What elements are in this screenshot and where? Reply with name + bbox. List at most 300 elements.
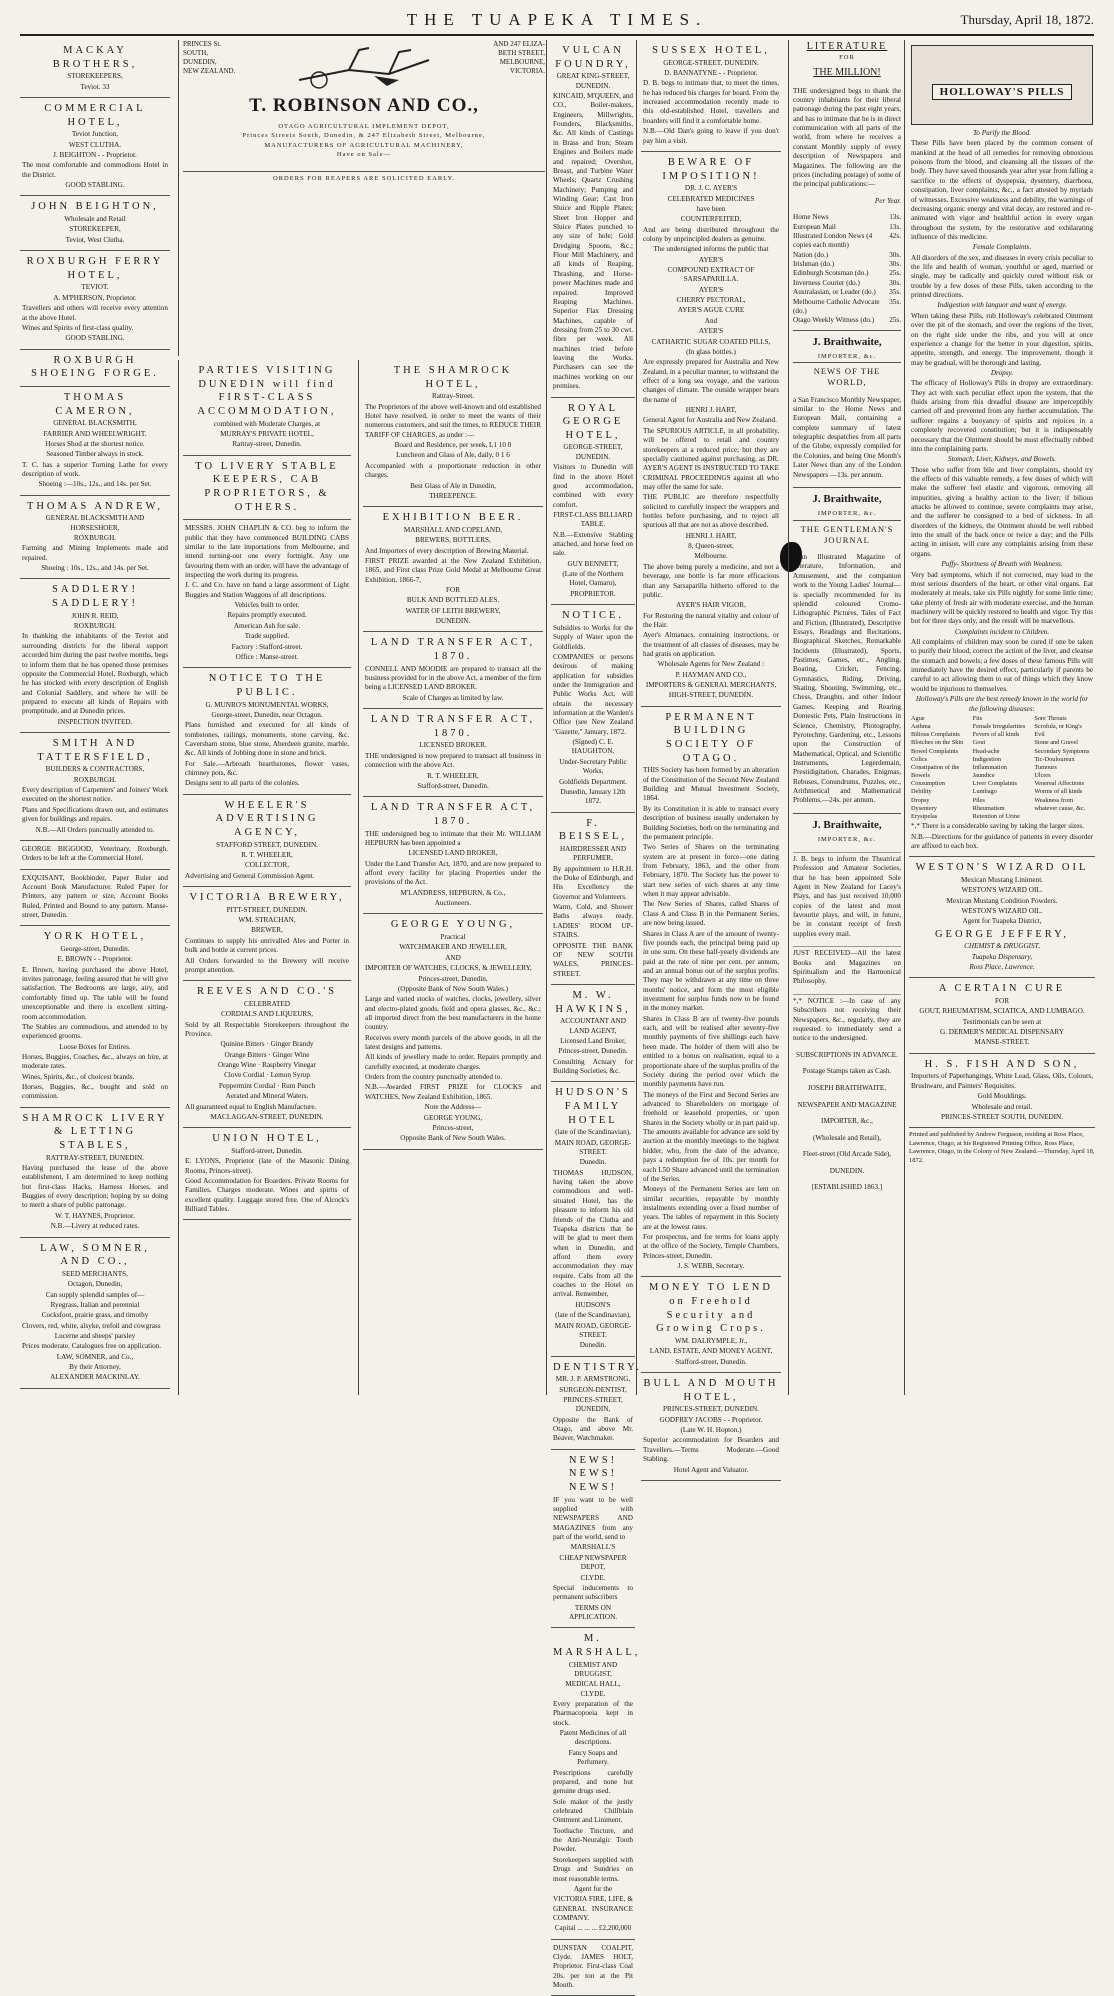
holloway-pills-label: HOLLOWAY'S PILLS: [932, 84, 1072, 100]
certain-cure-advert: [909, 978, 1095, 1053]
advert-block: [363, 709, 543, 797]
disease-list: [911, 715, 1093, 821]
advert-line: All kinds of jewellery made to order. Repairs promptly and carefully executed, at moderate charges.: [365, 1053, 541, 1071]
disease-item: Piles: [972, 796, 985, 804]
advert-block: [20, 251, 170, 349]
holloway-text: The efficacy of Holloway's Pills in dropsy are extraordinary. They act with such peculiar effect upon the system, that the fluids arising from this dreadful disease are imperceptibly carried off and prevented from any further accumulation. The sufferer regains a buoyancy of spirits and rejoices in a completely recovered constitution; but it is indispensably necessary that the Ointment should be most effectually rubbed into the complaining parts.: [911, 379, 1093, 453]
advert-line: Subsidies to Works for the Supply of Water upon the Goldfields.: [553, 623, 633, 651]
holloway-advert: [909, 40, 1095, 857]
price-row: [793, 213, 901, 222]
advert-line: PROPRIETOR.: [570, 589, 616, 598]
advert-line: GEORGE BIGGOOD, Veterinary, Roxburgh. Orders to be left at the Commercial Hotel.: [22, 844, 168, 863]
advert-line: ALEXANDER MACKINLAY.: [50, 1373, 140, 1382]
disease-item: Sore Throats: [1034, 714, 1067, 722]
advert-line: CHEAP NEWSPAPER DEPOT,: [559, 1553, 627, 1572]
column-1: [20, 40, 170, 1395]
advert-line: WATER OF LEITH BREWERY,: [405, 606, 501, 615]
imprint: Printed and published by Andrew Ferguson, residing at Ross Place, Lawrence, Otago, at his Registered Printing Office, Ross Place, Lawrence, Otago, in the Colony of New Zealand.—Thursday, April 18, 1872.: [909, 1131, 1095, 1164]
advert-line: Designs sent to all parts of the colonies.: [185, 779, 300, 788]
advert-line: WM. DALRYMPLE, Jr.,: [674, 1337, 748, 1346]
advert-heading: PARTIES VISITING DUNEDIN will find FIRST-CLASS ACCOMMODATION,: [197, 365, 337, 417]
advert-line: PITT-STREET, DUNEDIN.: [226, 905, 308, 914]
advert-block: [20, 1108, 170, 1238]
literature-note: J. B. begs to inform the Theatrical Profession and Amateur Societies, that he has been appointed Sole Agent in New Zealand for Lacey's Plays, and has just received 10,000 copies of the latest and most favourite plays, and will, in future, be in constant receipt of fresh supplies every mail.: [793, 852, 901, 939]
holloway-text: *,* There is a considerable saving by taking the larger sizes.: [911, 822, 1084, 831]
advert-line: For Restoring the natural vitality and colour of the Hair.: [643, 611, 779, 629]
advert-line: For prospectus, and for terms for loans apply at the office of the Society, Temple Chambers, Princes-street, Dunedin.: [643, 1233, 779, 1260]
advert-line: Dunedin.: [579, 1158, 607, 1167]
advert-heading: THE SHAMROCK HOTEL,: [393, 365, 513, 390]
fish-line: Gold Mouldings.: [977, 1092, 1027, 1101]
advert-block: [20, 926, 170, 1107]
advert-line: Horses, Buggies, &c., bought and sold on commission.: [22, 1083, 168, 1101]
advert-line: Note the Address—: [424, 1103, 482, 1112]
advert-line: T. C. has a superior Turning Lathe for every description of work.: [22, 460, 168, 478]
advert-block: [20, 350, 170, 387]
advert-line: COMPANIES or persons desirous of making application for subsidies under the Immigration and Public Works Act, will obtain the necessary information at the Warden's Office (see New Zealand "Gazette," January, 1872.: [553, 652, 633, 736]
advert-line: Good Accommodation for Boarders. Private Rooms for Families. Charges moderate. Wines and spirits of excellent quality. Luggage stored free. One of Alcock's Billiard Tables.: [185, 1176, 349, 1214]
price-row: [793, 251, 901, 260]
advert-line: STOREKEEPER,: [69, 225, 121, 234]
advert-line: ROXBURGH.: [73, 534, 117, 543]
advert-heading: ROYAL GEORGE HOTEL,: [562, 402, 624, 441]
advert-line: GENERAL BLACKSMITH AND HORSESHOER,: [45, 514, 145, 532]
column-4: [546, 40, 643, 1990]
advert-block: [183, 360, 351, 456]
holloway-text: Stomach, Liver, Kidneys, and Bowels.: [947, 455, 1057, 464]
advert-line: M'LANDRESS, HEPBURN, & Co.,: [400, 888, 506, 897]
disease-item: Dysentery: [911, 804, 937, 812]
advert-line: Clove Cordial · Lemon Syrup: [224, 1071, 310, 1080]
disease-item: Ulcers: [1034, 772, 1051, 780]
advert-line: And are being distributed throughout the colony by unprincipled dealers as genuine.: [643, 225, 779, 243]
weston-line: CHEMIST & DRUGGIST,: [964, 942, 1040, 951]
literature-title: LITERATURE: [806, 41, 888, 52]
cure-line: G. DERMER'S MEDICAL DISPENSARY: [939, 1028, 1065, 1037]
fish-line: PRINCES-STREET SOUTH, DUNEDIN.: [940, 1112, 1064, 1121]
weston-line: Ross Place, Lawrence.: [969, 963, 1035, 972]
advert-block: [363, 797, 543, 914]
advert-line: Scale of Charges as limited by law.: [402, 693, 504, 702]
price-title: Irishman (do.): [793, 260, 835, 269]
advert-heading: TO LIVERY STABLE KEEPERS, CAB PROPRIETORS, & OTHERS.: [195, 460, 339, 513]
advert-line: AND: [445, 953, 461, 962]
advert-heading: F. BEISSEL,: [558, 817, 628, 843]
advert-line: LICENSED BROKER.: [419, 741, 487, 750]
news-of-world-heading: NEWS OF THE WORLD,: [793, 362, 901, 388]
advert-line: FOR: [446, 586, 460, 595]
advert-line: Sole maker of the justly celebrated Chillblain Ointment and Liniment.: [553, 1797, 633, 1825]
advert-block: [641, 152, 781, 707]
advert-line: Every preparation of the Pharmacopoeia kept in stock.: [553, 1700, 633, 1727]
price-value: 25s.: [889, 269, 901, 278]
advert-line: Sold by all Respectable Storekeepers throughout the Province.: [185, 1020, 349, 1038]
advert-block: [363, 914, 543, 1149]
advert-line: MAIN ROAD, GEORGE-STREET.: [554, 1138, 632, 1157]
advert-line: The Proprietors of the above well-known and old established Hotel have resolved, in order to meet the wants of their numerous customers, and suit the times, to REDUCE THEIR TARIFF OF CHARGES, as under :—: [365, 402, 541, 439]
holloway-text: Complaints incident to Children.: [954, 627, 1050, 636]
advert-line: D. BANNATYNE - - Proprietor.: [664, 69, 758, 77]
robinson-title: T. ROBINSON AND CO.,: [249, 95, 479, 116]
price-row: [793, 232, 901, 251]
advert-line: N.B.—Old Dan's going to leave if you don't pay him a visit.: [643, 127, 779, 145]
advert-block: [551, 1628, 641, 1939]
advert-line: FIRST-CLASS BILLIARD TABLE.: [553, 510, 633, 529]
advert-line: HENRI J. HART,: [685, 406, 737, 415]
advert-line: (late of the Scandinavian),: [555, 1311, 631, 1320]
disease-item: Secondary Symptoms: [1034, 747, 1090, 755]
advert-heading: PERMANENT BUILDING SOCIETY OF OTAGO.: [665, 711, 757, 764]
holloway-text: N.B.—Directions for the guidance of patients in every disorder are affixed to each box.: [911, 832, 1093, 850]
advert-line: Wholesale and Retail: [64, 215, 126, 224]
price-value: 35s.: [889, 297, 901, 306]
disease-item: Liver Complaints: [972, 780, 1017, 788]
advert-line: Aerated and Mineral Waters.: [225, 1092, 309, 1101]
advert-line: J. S. WEBB, Secretary.: [677, 1262, 745, 1271]
weston-line: Mexican Mustang Condition Powders.: [946, 896, 1058, 905]
advert-line: Opposite Bank of New South Wales.: [400, 1134, 506, 1143]
cure-line: FOR: [995, 997, 1009, 1006]
advert-line: PRINCES-STREET, DUNEDIN,: [563, 1395, 623, 1414]
braithwaite-name: J. Braithwaite,: [793, 487, 901, 506]
advert-line: VICTORIA FIRE, LIFE, & GENERAL INSURANCE COMPANY.: [553, 1895, 633, 1922]
advert-line: Shoeing : 10s., 12s., and 14s. per Set.: [41, 564, 149, 573]
advert-line: GODFREY JACOBS - - Proprietor.: [659, 1415, 763, 1424]
advert-line: FARRIER AND WHEELWRIGHT.: [43, 429, 147, 438]
advert-line: D. B. begs to intimate that, to meet the times, he has reduced his charges for board. From the increased accommodation recently made to this old-established Hotel, travellers and boarders will find it a comfortable home.: [643, 79, 779, 125]
advert-line: Rattray-street, Dunedin.: [232, 440, 302, 449]
advert-block: [641, 707, 781, 1278]
disease-item: Bowel Complaints: [911, 747, 959, 755]
advert-line: Licensed Land Broker,: [560, 1036, 626, 1045]
advert-line: BULK AND BOTTLED ALES.: [406, 596, 500, 605]
advert-line: AYER'S HAIR VIGOR,: [676, 601, 746, 610]
advert-heading: SUSSEX HOTEL,: [652, 45, 770, 56]
advert-line: STOREKEEPERS,: [67, 72, 123, 81]
weston-line: Tuapeka Dispensary,: [971, 952, 1033, 961]
advert-line: Repairs promptly executed.: [227, 611, 307, 620]
disease-item: Tic-Douloureux: [1034, 755, 1075, 763]
addr-line: SOUTH,: [183, 49, 209, 58]
advert-line: P. HAYMAN AND CO.,: [675, 670, 747, 679]
price-title: Edinburgh Scotsman (do.): [793, 269, 869, 278]
advert-block: [20, 387, 170, 496]
advert-block: [551, 1450, 635, 1629]
advert-line: Under the Land Transfer Act, 1870, and are now prepared to afford every facility for placing Properties under the provisions of the Act.: [365, 859, 541, 887]
advert-heading: SHAMROCK LIVERY & LETTING STABLES,: [22, 1112, 168, 1152]
holloway-text: Those who suffer from bile and liver complaints, should try the effects of this valuable remedy, a few doses of which will make the sufferer feel elastic and vigorous, removing all impurities, giving a healthy action to the liver; if bilious attacks be allowed to continue, severe complaints may arise, and the sufferer be consigned to a bed of sickness. In all disorders of the kidneys, the Ointment should be well rubbed into the small of the back once or twice a day; and the Pills acting in unison, will cure any complaints arising from these organs.: [911, 465, 1093, 558]
advert-line: IMPORTER OF WATCHES, CLOCKS, & JEWELLERY,: [365, 964, 532, 973]
advert-heading: THOMAS CAMERON,: [55, 391, 135, 417]
advert-heading: EXHIBITION BEER.: [382, 512, 524, 524]
advert-line: THE undersigned is now prepared to transact all business in connection with the above Act.: [365, 751, 541, 770]
advert-block: [183, 1128, 351, 1220]
holloway-illustration: [911, 45, 1093, 125]
advert-heading: M. MARSHALL,: [553, 1633, 641, 1658]
advert-line: DR. J. C. AYER'S: [684, 184, 738, 193]
advert-line: The above being purely a medicine, and not a beverage, one bottle is far more efficacious than any Sarsaparilla hitherto offered to the public.: [643, 562, 779, 599]
literature-footer: Postage Stamps taken as Cash.: [802, 1067, 892, 1076]
holloway-text: These Pills have been placed by the common consent of mankind at the head of all remedies for removing obnoxious poisons from the blood, and cleansing all the tissues of the body. They have saved thousands year after year from falling a sacrifice to the effects of dyspepsia, dysentery, diarrhoea, constipation, liver complaints, &c., a fact attested by myriads of witnesses. Excessive weakness and debility, the warnings of decreasing organic energy and vital decay, are restored and re-animated with vigor and healthful action in every organ throughout the system, by the restorative and exhilarating influence of this medicine.: [911, 139, 1093, 241]
advert-line: COMPOUND EXTRACT OF SARSAPARILLA.: [667, 266, 755, 284]
price-row: [793, 279, 901, 288]
addr-line: BETH STREET,: [498, 49, 545, 58]
advert-line: N.B.—Extensive Stabling attached, and horse feed on sale.: [553, 530, 633, 558]
advert-line: 8, Queen-street,: [688, 542, 734, 551]
advert-heading: DENTISTRY.: [553, 1361, 643, 1373]
advert-line: MEDICAL HALL, CLYDE.: [565, 1680, 621, 1698]
advert-line: Prices moderate. Catalogues free on application.: [22, 1342, 162, 1351]
advert-line: Princes-street, Dunedin,: [418, 974, 488, 983]
advert-block: [20, 40, 170, 98]
advert-line: Prescriptions carefully prepared, and none but genuine drugs used.: [553, 1768, 633, 1796]
disease-item: Retention of Urine: [972, 812, 1020, 820]
robinson-sub: Princes Streets South, Dunedin, & 247 Elizabeth Street, Melbourne,: [242, 132, 486, 140]
advert-line: Peppermint Cordial · Rum Punch: [218, 1081, 316, 1090]
advert-line: Dunedin, January 12th 1872.: [560, 787, 626, 806]
advert-heading: BEWARE OF IMPOSITION!: [662, 156, 760, 182]
advert-line: AYER'S: [698, 285, 724, 294]
advert-line: The undersigned informs the public that: [653, 245, 769, 254]
advert-line: CATHARTIC SUGAR COATED PILLS,: [651, 337, 771, 346]
issue-date: Thursday, April 18, 1872.: [960, 12, 1094, 27]
advert-block: [551, 40, 635, 398]
advert-line: By its Constitution it is able to transact every description of business usually undertaken by Building Societies, both on the terminating and the permanent principle.: [643, 804, 779, 841]
advert-line: ROXBURGH.: [73, 622, 117, 631]
price-title: Otago Weekly Witness (do.): [793, 316, 875, 325]
disease-item: Head-ache: [972, 747, 1000, 755]
cure-line: MANSE-STREET.: [974, 1038, 1030, 1047]
advert-line: Capital ... ... ... £2,200,000: [554, 1924, 632, 1933]
advert-heading: LAND TRANSFER ACT, 1870.: [370, 637, 536, 663]
advert-line: Office : Manse-street.: [235, 652, 299, 661]
advert-line: Are expressly prepared for Australia and New Zealand, in a peculiar manner, to withstand the effect of a long sea voyage, and the various changes of climate. The outside wrapper bears the name of: [643, 358, 779, 404]
disease-item: Venereal Affections: [1034, 780, 1085, 788]
advert-line: Advertising and General Commission Agent.: [185, 871, 315, 880]
advert-line: combined with Moderate Charges, at: [213, 419, 321, 428]
advert-heading: NOTICE TO THE PUBLIC.: [208, 673, 326, 698]
advert-line: Warm, Cold, and Shower Baths always ready. LADIES' ROOM UP-STAIRS.: [553, 903, 633, 940]
disease-item: Jaundice: [972, 772, 995, 780]
advert-line: George-street, Dunedin, near Octagon.: [211, 710, 323, 719]
price-value: 30s.: [889, 250, 901, 259]
price-row: [793, 269, 901, 278]
disease-item: Blotches on the Skin: [911, 739, 964, 747]
advert-line: COLLECTOR,: [245, 861, 289, 870]
cure-line: Testimonials can be seen at: [962, 1017, 1042, 1026]
price-title: Melbourne Catholic Advocate (do.): [793, 297, 880, 315]
advert-block: [641, 40, 781, 152]
advert-line: FIRST PRIZE awarded at the New Zealand Exhibition, 1865, and First class Prize Gold Medal at Melbourne Great Exhibition, 1866-7,: [365, 556, 541, 584]
advert-line: Accompanied with a proportionate reduction in other charges.: [365, 461, 541, 480]
advert-line: MR. J. P. ARMSTRONG,: [555, 1375, 631, 1384]
advert-block: [551, 398, 635, 606]
advert-line: Continues to supply his unrivalled Ales and Porter in bulk and bottle at current prices.: [185, 936, 349, 955]
advert-line: Agent for the: [573, 1884, 613, 1893]
advert-heading: LAW, SOMNER, AND CO.,: [40, 1242, 150, 1268]
advert-line: Loose Boxes for Entires.: [59, 1042, 131, 1051]
advert-line: And Importers of every description of Brewing Material.: [365, 546, 529, 555]
advert-block: [20, 496, 170, 580]
advert-line: R. T. WHEELER,: [241, 851, 293, 860]
advert-line: Receives every month parcels of the above goods, in all the latest designs and patterns.: [365, 1033, 541, 1052]
advert-block: [363, 360, 543, 507]
disease-item: Erysipelas: [911, 812, 938, 820]
advert-line: Princes-street, Dunedin.: [558, 1047, 628, 1056]
advert-line: Consulting Actuary for Building Societies, &c.: [553, 1057, 633, 1076]
column-2: [178, 360, 351, 1395]
literature-footer: Fleet-street (Old Arcade Side),: [802, 1150, 892, 1159]
million-heading: THE MILLION!: [813, 67, 881, 79]
disease-item: Dropsy: [911, 796, 930, 804]
advert-line: AYER'S: [698, 327, 724, 336]
literature-note: *,* NOTICE :—In case of any Subscribers not receiving their Newspapers, &c., regularly, they are requested to immediately send a notice to the undersigned.: [793, 994, 901, 1044]
advert-block: [20, 579, 170, 733]
advert-line: Wines, Spirits, &c., of choicest brands.: [22, 1072, 135, 1081]
advert-line: KINCAID, M'QUEEN, and CO., Boiler-makers, Engineers, Millwrights, Founders, Blacksmiths, &c. All kinds of Castings in Brass and Iron; Steam Engines and Boilers made and repaired; Overshot, Breast, and Turbine Water Wheels; Quartz Crushing Machinery; Pumping and Winding Gear; Cast Iron Sluice and Ripple Plates; Sheet Iron Hopper and Sluice Plates punched to any size of hole; Gold Dredging Spoons, &c.; Flour Mill Machinery, and all kinds of Reaping, Thrashing, and Horse-power Machines made and repaired. Improved Reaping Machines. Superior Flax Dressing Machines, capable of dressing from 25 to 30 cwt. fibre per week. All machines tried before leaving the Works. Purchasers can see the machines working on our premises.: [553, 92, 633, 391]
advert-line: TERMS ON APPLICATION.: [568, 1603, 618, 1621]
advert-line: N.B.—Awarded FIRST PRIZE for CLOCKS and WATCHES, New Zealand Exhibition, 1865.: [365, 1083, 541, 1101]
advert-line: IMPORTERS & GENERAL MERCHANTS,: [645, 681, 777, 690]
advert-line: DUNEDIN.: [435, 617, 471, 626]
advert-line: EXQUISANT, Bookbinder, Paper Ruler and Account Book Manufacturer. Ruled Paper for Printers, any pattern or size, Account Books Ruled, Printed and Bound to any pattern. Manse-street, Dunedin.: [22, 873, 168, 920]
advert-line: Stafford-street, Dunedin.: [231, 1146, 303, 1155]
literature-note: JUST RECEIVED—All the latest Books and Magazines on Spiritualism and the Harmonical Philosophy.: [793, 946, 901, 986]
advert-heading: VICTORIA BREWERY,: [189, 892, 345, 904]
weston-heading: WESTON'S WIZARD OIL: [915, 862, 1089, 874]
advert-line: MARSHALL AND COPELAND,: [403, 525, 503, 534]
advert-line: THE undersigned beg to intimate that their Mr. WILLIAM HEPBURN has been appointed a: [365, 829, 541, 847]
advert-block: [551, 1940, 635, 1996]
advert-heading: ROXBURGH SHOEING FORGE.: [31, 354, 159, 380]
advert-heading: HUDSON'S FAMILY HOTEL: [555, 1087, 631, 1126]
advert-heading: GEORGE YOUNG,: [390, 919, 516, 931]
robinson-sub: Have on Sale—: [336, 151, 392, 158]
advert-line: Plans furnished and executed for all kinds of tombstones, railings, monuments, stone carving, &c. Caversham stone, blue stone, Aberdeen granite, marble, &c. All kinds of Jobbing done in stone and brick.: [185, 721, 349, 758]
disease-item: Scrofula, or King's Evil: [1034, 723, 1082, 739]
disease-item: Fevers of all kinds: [972, 731, 1020, 739]
advert-line: Fancy Soaps and Perfumery.: [568, 1748, 618, 1767]
advert-line: (Late of the Northern Hotel, Oamaru),: [562, 570, 624, 588]
advert-line: RATTRAY-STREET, DUNEDIN.: [45, 1153, 145, 1162]
advert-line: Teviot Junction,: [71, 130, 119, 139]
advert-line: CELEBRATED: [244, 999, 290, 1008]
holloway-text: Very bad symptoms, which if not corrected, may lead to the most serious disorders of the heart, or other vital organs. Eat moderately at meals, take six Pills nightly for some little time; take plenty of fresh air with moderate exercise, and the human machinery will be quickly restored to health and vigor. Try this but for three days only, and the result will be marvellous.: [911, 570, 1093, 626]
advert-line: Seasoned Timber always in stock.: [46, 450, 144, 459]
literature-footer: IMPORTER, &c.,: [821, 1117, 873, 1126]
advert-line: W. T. HAYNES, Proprietor.: [55, 1211, 135, 1220]
braithwaite-name: J. Braithwaite,: [793, 813, 901, 832]
price-value: 42s.: [889, 232, 901, 241]
advert-line: Teviot. 33: [80, 82, 110, 91]
advert-line: Goldfields Department.: [559, 777, 627, 786]
advert-line: HENRI J. HART,: [685, 531, 737, 540]
advert-line: MACLAGGAN-STREET, DUNEDIN.: [210, 1112, 324, 1121]
advert-block: [20, 98, 170, 196]
advert-line: ACCOUNTANT AND LAND AGENT,: [560, 1017, 626, 1035]
advert-block: [551, 1357, 643, 1450]
advert-heading: REEVES AND CO.'S: [196, 986, 338, 998]
addr-line: PRINCES St.: [183, 40, 222, 48]
disease-item: Ague: [911, 714, 925, 722]
disease-item: Asthma: [911, 723, 931, 731]
braithwaite-importer: IMPORTER, &c.: [817, 510, 877, 518]
advert-line: Opposite the Bank of Otago, and above Mr. Beaver, Watchmaker.: [553, 1415, 633, 1443]
advert-line: Plans and Specifications drawn out, and estimates given for buildings and repairs.: [22, 805, 168, 824]
advert-block: [183, 981, 351, 1128]
advert-heading: M. W. HAWKINS,: [555, 989, 631, 1015]
weston-line: WESTON'S WIZARD OIL.: [961, 886, 1043, 895]
advert-line: BUILDERS & CONTRACTORS,: [45, 765, 145, 774]
robinson-sub: OTAGO AGRICULTURAL IMPLEMENT DEPOT,: [278, 122, 450, 130]
advert-line: ROXBURGH.: [73, 775, 117, 784]
price-value: 35s.: [889, 288, 901, 297]
advert-line: COUNTERFEITED,: [680, 215, 742, 224]
disease-item: Debility: [911, 788, 932, 796]
advert-heading: COMMERCIAL HOTEL,: [44, 103, 146, 128]
disease-item: Colics: [911, 755, 928, 763]
price-row: [793, 298, 901, 317]
advert-line: MURRAY'S PRIVATE HOTEL,: [220, 429, 314, 438]
advert-line: GENERAL BLACKSMITH,: [53, 419, 137, 428]
advert-line: Shoeing :—10s., 12s., and 14s. per Set.: [38, 480, 152, 489]
advert-line: Orange Bitters · Ginger Wine: [224, 1050, 310, 1059]
advert-line: SURGEON-DENTIST,: [559, 1385, 627, 1394]
advert-line: WM. STRACHAN,: [238, 916, 296, 925]
advert-line: CHERRY PECTORAL,: [676, 296, 746, 305]
advert-heading: NOTICE.: [561, 610, 625, 622]
advert-line: LICENSED LAND BROKER,: [408, 849, 498, 858]
advert-block: [183, 887, 351, 981]
advert-block: [363, 507, 543, 632]
advert-line: CORDIALS AND LIQUEURS,: [220, 1010, 314, 1019]
advert-line: N.B.—All Orders punctually attended to.: [35, 825, 155, 834]
column-5: [636, 40, 781, 1474]
advert-line: Ayer's Almanacs, containing instructions, or the treatment of all classes of diseases, may be had gratis on application.: [643, 631, 779, 659]
advert-block: [20, 196, 170, 251]
advert-line: Two Series of Shares on the terminating system are at present in force—one dating from February, 1863, and the other from February, 1870. The Society has the power to start new series of such shares at any time when it may appear advisable.: [643, 843, 779, 899]
advert-line: GUY BENNETT,: [567, 559, 619, 568]
advert-line: GEORGE-STREET, DUNEDIN.: [563, 443, 623, 461]
advert-line: GEORGE-STREET, DUNEDIN.: [663, 58, 759, 67]
advert-line: By their Attorney,: [69, 1363, 121, 1372]
advert-line: Visitors to Dunedin will find in the above Hotel good accommodation, combined with every comfort.: [553, 463, 633, 509]
advert-line: Having purchased the lease of the above establishment, I am determined to keep nothing but first-class Hacks, Harness Horses, and Buggies of every description; hoping by so doing to merit a share of public patronage.: [22, 1164, 168, 1210]
advert-heading: UNION HOTEL,: [212, 1133, 322, 1145]
price-value: 30s.: [889, 260, 901, 269]
holloway-text: Indigestion with languor and want of energy.: [937, 301, 1067, 310]
advert-line: The Stables are commodious, and attended to by experienced grooms.: [22, 1022, 168, 1041]
weston-line: WESTON'S WIZARD OIL.: [961, 906, 1043, 915]
advert-line: HUDSON'S: [575, 1300, 611, 1309]
advert-line: Lucerne and sheeps' parsley: [54, 1332, 136, 1340]
fish-line: Importers of Paperhangings, White Lead, Glass, Oils, Colours, Brushware, and Painters' Requisites.: [911, 1072, 1093, 1090]
price-row: [793, 316, 901, 325]
literature-footer: NEWSPAPER AND MAGAZINE: [797, 1100, 897, 1109]
advert-block: [20, 1238, 170, 1389]
advert-line: Wholesale Agents for New Zealand :: [657, 660, 765, 669]
advert-line: N.B.—Livery at reduced rates.: [50, 1222, 140, 1231]
robinson-footer: ORDERS FOR REAPERS ARE SOLICITED EARLY.: [183, 171, 545, 183]
fish-line: Wholesale and retail.: [971, 1102, 1033, 1111]
holloway-text: When taking these Pills, rub Holloway's celebrated Ointment over the pit of the stomach, and over the regions of the liver, on the right side under the ribs, and you will at once experience a change for the better in your digestion, spirits, appetite, strength, and energy. The improvement, though it may be gradual, will be thorough and lasting.: [911, 311, 1093, 367]
holloway-text: Female Complaints.: [972, 243, 1032, 252]
advert-heading: SADDLERY! SADDLERY!: [52, 584, 138, 610]
advert-line: Can supply splendid samples of—: [45, 1290, 145, 1299]
disease-item: Bilious Complaints: [911, 731, 960, 739]
advert-line: Horses, Buggies, Coaches, &c., always on hire, at moderate rates.: [22, 1052, 168, 1071]
advert-line: R. T. WHEELER,: [427, 771, 479, 780]
